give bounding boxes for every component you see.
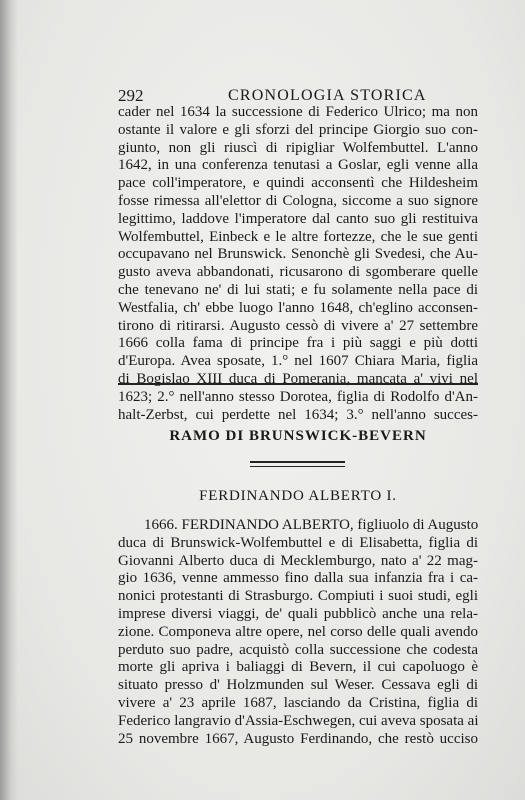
text-line: morte gli apriva i baliaggi di Bevern, il cui capoluogo è (118, 659, 478, 676)
text-line: occupavano nel Brunswick. Senonchè gli Svedesi, che Au- (118, 246, 478, 263)
text-line: giunto, non gli riuscì di ripigliar Wolfembuttel. L'anno (118, 139, 478, 156)
page-header (118, 86, 481, 106)
text-line: 1642, in una conferenza tenutasi a Goslar, egli venne alla (118, 157, 478, 174)
text-line: halt-Zerbst, cui perdette nel 1634; 3.° nell'anno succes- (118, 406, 478, 423)
text-line: zione. Componeva altre opere, nel corso delle quali avendo (118, 623, 478, 640)
text-line: cader nel 1634 la successione di Federico Ulrico; ma non (118, 104, 478, 120)
text-line: imprese diversi viaggi, de' quali pubblicò anche una rela- (118, 605, 478, 622)
text-line: 1666 colla fama di principe fra i più saggi e più dotti (118, 335, 478, 352)
page-number: 292 (118, 86, 144, 105)
text-line: 1623; 2.° nell'anno stesso Dorotea, figlia di Rodolfo d'An- (118, 388, 478, 405)
text-line: pace coll'imperatore, e quindi acconsentì che Hildesheim (118, 175, 478, 192)
sub-heading: FERDINANDO ALBERTO I. (199, 488, 397, 504)
text-line: di Bogislao XIII duca di Pomerania, mancata a' vivi nel (118, 370, 478, 387)
text-line: Giovanni Alberto duca di Mecklemburgo, nato a' 22 mag- (118, 552, 478, 569)
page-gutter-shadow (0, 0, 18, 800)
text-line: situato presso d' Holzmunden sul Weser. Cessava egli di (118, 677, 478, 694)
text-line: tirono di ritirarsi. Augusto cessò di vivere a' 27 settembre (118, 317, 478, 334)
text-line: d'Europa. Avea sposate, 1.° nel 1607 Chiara Maria, figlia (118, 353, 478, 370)
text-line: fosse rimessa all'elettor di Cologna, siccome a suo signore (118, 192, 478, 209)
text-line: vivere a' 23 aprile 1687, lasciando da Cristina, figlia di (118, 694, 478, 711)
running-title: CRONOLOGIA STORICA (228, 87, 427, 104)
section-divider-rule (118, 383, 478, 385)
text-line: 25 novembre 1667, Augusto Ferdinando, che restò ucciso (118, 730, 478, 747)
text-line: perduto suo padre, acquistò colla successione che codesta (118, 641, 478, 658)
text-line: gusto aveva abbandonati, ricusarono di sgomberare quelle (118, 264, 478, 281)
text-line: che tenevano ne' di lui stati; e fu solamente nella pace di (118, 281, 478, 298)
text-line: ostante il valore e gli sforzi del principe Giorgio suo con- (118, 121, 478, 138)
heading-double-rule (250, 461, 345, 467)
bottom-paragraph (118, 517, 478, 748)
text-line: Federico langravio d'Assia-Eschwegen, cui aveva sposata ai (118, 712, 479, 729)
section-heading: RAMO DI BRUNSWICK-BEVERN (169, 428, 427, 444)
text-line: Westfalia, ch' ebbe luogo l'anno 1648, ch'eglino acconsen- (118, 299, 478, 316)
text-line: gio 1636, venne ammesso fino dalla sua infanzia fra i ca- (118, 570, 478, 587)
text-line: nonici protestanti di Strasburgo. Compiuti i suoi studi, egli (118, 588, 478, 605)
text-line: Wolfembuttel, Einbeck e le altre fortezze, che le sue genti (118, 228, 478, 245)
text-line: 1666. FERDINANDO ALBERTO, figliuolo di Augusto (144, 517, 479, 533)
text-line: duca di Brunswick-Wolfembuttel e di Elisabetta, figlia di (118, 534, 478, 551)
top-paragraph (118, 104, 478, 424)
text-line: legittimo, laddove l'imperatore dal canto suo gli restituiva (118, 210, 478, 227)
